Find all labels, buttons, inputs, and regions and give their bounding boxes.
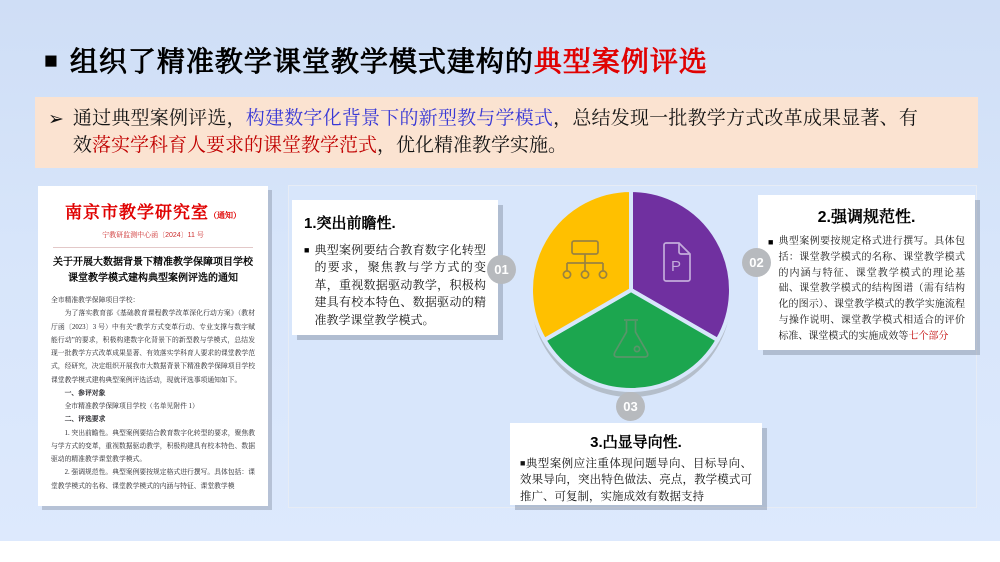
callout-card-1 <box>292 200 498 335</box>
document-heading-1: 一、参评对象 <box>64 389 106 397</box>
card-2-body-main: 典型案例要按规定格式进行撰写。具体包括：课堂教学模式的名称、课堂教学模式的内涵与特征、课堂教学模式的理论基础、课堂教学模式的结构图谱（需有结构化的图示）、课堂教学模式的教学实施流程与操作说明、课堂教学模式相适合的评价标准、课堂模式的实施成效等 <box>778 236 965 342</box>
slide-title-text <box>70 40 708 80</box>
arrow-bullet-icon: ➢ <box>48 109 64 130</box>
intro-red-phrase: 落实学科育人要求的课堂教学范式 <box>91 135 377 157</box>
masthead-note: （通知） <box>209 211 241 220</box>
title-highlight: 典型案例评选 <box>533 46 708 77</box>
document-item-2: 2. 强调规范性。典型案例要按规定格式进行撰写。具体包括：课堂教学模式的名称、课堂教学模式的内涵与特征、课堂教学模 <box>51 469 255 490</box>
document-paragraph: 为了落实教育部《基础教育课程教学改革深化行动方案》（教材厅函〔2023〕3 号）中有关“教学方式变革行动、专业支撑与数字赋能行动”的要求，积极构建数字化背景下的新型教与学模式，总结发现一批教学方式改革成果显著、有效落实学科育人要求的课堂教学范式，经研究，决定组织开展我市大数据背景下精准教学保障项目学校课堂教学模式建构典型案例评选活动，现就评选事项通知如下。 <box>51 310 255 384</box>
pie-diagram <box>528 186 734 404</box>
document-heading-2: 二、评选要求 <box>64 416 106 424</box>
intro-part5: ，优化精准教学实施。 <box>376 135 567 157</box>
card-2-body <box>778 234 965 345</box>
document-item-1: 1. 突出前瞻性。典型案例要结合教育数字化转型的要求，聚焦教与学方式的变革，重视数据驱动教学，积极构建具有校本特色、数据驱动的精准教学课堂教学模式。 <box>51 429 255 463</box>
callout-card-3 <box>510 423 762 505</box>
slide-title <box>44 40 708 80</box>
step-circle-03: 03 <box>616 392 645 421</box>
card-3-body-text: 典型案例应注重体现问题导向、目标导向、效果导向，突出特色做法、亮点，教学模式可推广、可复制，实施成效有数据支持 <box>520 458 753 503</box>
document-body-1: 全市精准教学保障项目学校（名单见附件 1） <box>64 403 199 410</box>
callout-card-2 <box>758 195 975 350</box>
intro-blue-phrase: 构建数字化背景下的新型教与学模式 <box>245 108 554 129</box>
square-bullet-icon: ■ <box>768 237 774 247</box>
step-circle-02: 02 <box>742 248 771 277</box>
square-bullet-icon: ■ <box>520 458 526 468</box>
step-circle-01: 01 <box>487 255 516 284</box>
document-number: 宁教研监测中心函〔2024〕11 号 <box>102 232 204 239</box>
square-bullet-icon: ■ <box>304 245 310 255</box>
intro-text <box>73 105 918 160</box>
card-3-body <box>520 456 752 505</box>
card-1-title: 1.突出前瞻性. <box>304 215 396 232</box>
document-p-letter: P <box>670 258 682 275</box>
document-masthead <box>51 198 255 223</box>
square-bullet-icon: ■ <box>44 46 58 73</box>
document-salutation: 全市精准教学保障项目学校： <box>51 297 140 304</box>
document-divider <box>53 247 253 248</box>
card-3-title: 3.凸显导向性. <box>590 434 682 451</box>
card-2-body-highlight: 七个部分 <box>908 330 949 342</box>
masthead-text: 南京市教学研究室 <box>65 203 209 222</box>
intro-part1: 通过典型案例评选， <box>72 108 246 129</box>
notice-document-image <box>38 186 268 506</box>
document-title: 关于开展大数据背景下精准教学保障项目学校课堂教学模式建构典型案例评选的通知 <box>53 257 253 284</box>
intro-part3: ，总结发现一批教学方式改革成果显著、有效 <box>72 108 918 157</box>
card-2-title: 2.强调规范性. <box>817 209 916 226</box>
title-prefix: 组织了精准教学课堂教学模式建构的 <box>69 46 534 77</box>
intro-highlight-bar <box>35 97 978 168</box>
card-1-body: 典型案例要结合教育数字化转型的要求，聚焦教与学方式的变革，重视数据驱动教学，积极构建具有校本特色、数据驱动的精准教学课堂教学模式。 <box>314 243 486 327</box>
document-body <box>51 294 255 493</box>
